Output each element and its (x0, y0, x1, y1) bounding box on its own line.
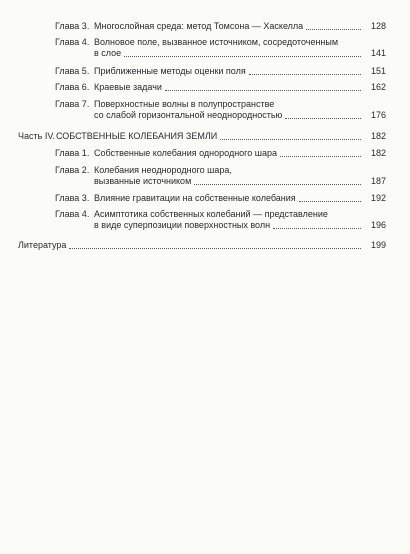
leader-dots (69, 247, 361, 249)
chapter-label: Глава 7. (55, 99, 90, 109)
leader-dots (285, 117, 361, 119)
chapter-title-continued: со слабой горизонтальной неоднородностью (94, 110, 283, 120)
page-number: 192 (370, 193, 386, 203)
chapter-label: Глава 6. (55, 82, 90, 92)
chapter-title-continued: в виде суперпозиции поверхностных волн (94, 220, 271, 230)
leader-dots (306, 28, 361, 30)
part-title: СОБСТВЕННЫЕ КОЛЕБАНИЯ ЗЕМЛИ (56, 131, 218, 141)
literature-title: Литература (18, 240, 67, 250)
page-number: 141 (370, 48, 386, 58)
toc-entry-part3-ch5 (55, 66, 386, 77)
toc-entry-part4-ch2 (55, 165, 386, 187)
chapter-title: Краевые задачи (94, 82, 162, 92)
page-number: 128 (370, 21, 386, 31)
chapter-title: Собственные колебания однородного шара (94, 148, 278, 158)
toc-entry-part4 (18, 131, 386, 142)
chapter-title: Колебания неоднородного шара, (94, 165, 232, 175)
chapter-title: Асимптотика собственных колебаний — представление (94, 209, 328, 219)
toc-entry-part3-ch3 (55, 21, 386, 32)
toc-entry-part4-ch1 (55, 148, 386, 159)
page-number: 199 (370, 240, 386, 250)
chapter-label: Глава 1. (55, 148, 90, 158)
leader-dots (194, 183, 361, 185)
page-number: 187 (370, 176, 386, 186)
chapter-label: Глава 3. (55, 21, 90, 31)
page-number: 182 (370, 148, 386, 158)
toc-entry-part3-ch6 (55, 82, 386, 93)
chapter-title: Приближенные методы оценки поля (94, 66, 246, 76)
leader-dots (249, 73, 361, 75)
chapter-label: Глава 4. (55, 37, 90, 47)
chapter-title: Многослойная среда: метод Томсона — Хаскелла (94, 21, 304, 31)
toc-entry-part3-ch7 (55, 99, 386, 121)
chapter-label: Глава 3. (55, 193, 90, 203)
page-number: 196 (370, 220, 386, 230)
chapter-title-continued: вызванные источником (94, 176, 192, 186)
chapter-label: Глава 4. (55, 209, 90, 219)
chapter-title-continued: в слое (94, 48, 122, 58)
toc-entry-part3-ch4 (55, 37, 386, 59)
toc-entry-part4-ch4 (55, 209, 386, 231)
part-label: Часть IV. (18, 131, 55, 141)
page-number: 176 (370, 110, 386, 120)
leader-dots (220, 138, 361, 140)
page-number: 162 (370, 82, 386, 92)
leader-dots (165, 89, 361, 91)
chapter-title: Влияние гравитации на собственные колебания (94, 193, 296, 203)
leader-dots (299, 200, 361, 202)
chapter-label: Глава 2. (55, 165, 90, 175)
leader-dots (280, 155, 361, 157)
chapter-title: Волновое поле, вызванное источником, сосредоточенным (94, 37, 339, 47)
leader-dots (124, 55, 361, 57)
chapter-title: Поверхностные волны в полупространстве (94, 99, 275, 109)
chapter-label: Глава 5. (55, 66, 90, 76)
page-number: 151 (370, 66, 386, 76)
page-number: 182 (370, 131, 386, 141)
leader-dots (273, 227, 361, 229)
toc-entry-literature (18, 240, 386, 251)
toc-entry-part4-ch3 (55, 193, 386, 204)
